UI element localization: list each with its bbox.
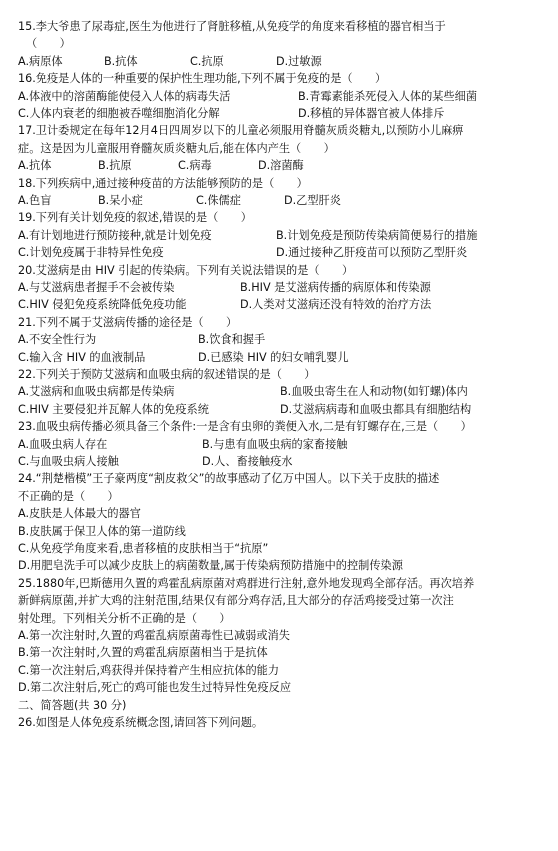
option-row	[18, 436, 546, 453]
option-row	[18, 105, 546, 122]
option-d: D.过敏源	[276, 54, 322, 68]
option-c: C.计划免疫属于非特异性免疫	[18, 246, 164, 260]
option-row	[18, 279, 546, 296]
option-row	[18, 453, 546, 470]
question-16	[18, 70, 546, 122]
option-c: C.抗原	[190, 54, 224, 68]
question-stem: 症。这是因为儿童服用脊髓灰质炎糖丸后,能在体内产生（ ）	[18, 141, 335, 155]
option-b: B.抗原	[98, 159, 132, 173]
option-a: A.有计划地进行预防接种,就是计划免疫	[18, 228, 212, 242]
option-d: D.乙型肝炎	[284, 194, 341, 207]
option-c: C.HIV 侵犯免疫系统降低免疫功能	[18, 298, 187, 312]
option-b: B.计划免疫是预防传染病简便易行的措施	[276, 228, 478, 242]
option-d: D.通过接种乙肝疫苗可以预防乙型肝炎	[276, 246, 468, 260]
option-row	[18, 296, 546, 313]
question-25	[18, 575, 546, 697]
question-23	[18, 418, 546, 470]
question-stem: 16.免疫是人体的一种重要的保护性生理功能,下列不属于免疫的是（ ）	[18, 72, 387, 86]
option-c: C.HIV 主要侵犯并瓦解人体的免疫系统	[18, 402, 209, 416]
question-stem: 20.艾滋病是由 HIV 引起的传染病。下列有关说法错误的是（ ）	[18, 263, 354, 277]
option-a: A.与艾滋病患者握手不会被传染	[18, 280, 175, 294]
option-a: A.第一次注射时,久置的鸡霍乱病原菌毒性已减弱或消失	[18, 628, 290, 642]
option-b: B.皮肤属于保卫人体的第一道防线	[18, 524, 186, 538]
option-row	[18, 349, 546, 366]
option-row	[18, 53, 546, 70]
option-c: C.从免疫学角度来看,患者移植的皮肤相当于“抗原”	[18, 541, 269, 555]
option-row	[18, 227, 546, 244]
option-d: D.移植的异体器官被人体排斥	[298, 107, 445, 120]
option-row	[18, 88, 546, 105]
question-stem: 19.下列有关计划免疫的叙述,错误的是（ ）	[18, 211, 252, 225]
option-b: B.呆小症	[98, 194, 143, 207]
option-b: B.青霉素能杀死侵入人体的某些细菌	[298, 89, 478, 103]
question-20	[18, 262, 546, 314]
option-c: C.人体内衰老的细胞被吞噬细胞消化分解	[18, 107, 220, 120]
option-d: D.第二次注射后,死亡的鸡可能也发生过特异性免疫反应	[18, 681, 292, 695]
option-a: A.病原体	[18, 54, 63, 68]
option-a: A.体液中的溶菌酶能使侵入人体的病毒失活	[18, 89, 231, 103]
question-stem: 24.“荆楚楷模”王子豪两度“割皮救父”的故事感动了亿万中国人。以下关于皮肤的描述	[18, 472, 440, 486]
option-a: A.抗体	[18, 159, 52, 173]
option-row	[18, 401, 546, 418]
option-c: C.输入含 HIV 的血液制品	[18, 350, 146, 364]
question-stem: 新鲜病原菌,并扩大鸡的注射范围,结果仅有部分鸡存活,且大部分的存活鸡接受过第一次注	[18, 594, 454, 608]
option-d: D.溶菌酶	[258, 159, 304, 173]
option-b: B.与患有血吸虫病的家畜接触	[202, 437, 348, 451]
option-a: A.不安全性行为	[18, 333, 97, 347]
option-d: D.人类对艾滋病还没有特效的治疗方法	[240, 298, 432, 312]
question-stem: 15.李大爷患了尿毒症,医生为他进行了肾脏移植,从免疫学的角度来看移植的器官相当于	[18, 20, 446, 33]
option-b: B.第一次注射时,久置的鸡霍乱病原菌相当于是抗体	[18, 646, 268, 660]
option-b: B.HIV 是艾滋病传播的病原体和传染源	[240, 280, 431, 294]
question-stem: 不正确的是（ ）	[18, 489, 119, 503]
option-a: A.艾滋病和血吸虫病都是传染病	[18, 385, 175, 399]
option-b: B.抗体	[104, 54, 138, 68]
exam-page	[18, 18, 546, 731]
option-row	[18, 244, 546, 261]
question-15	[18, 18, 546, 70]
option-a: A.血吸虫病人存在	[18, 437, 108, 451]
question-19	[18, 209, 546, 261]
question-stem: 25.1880年,巴斯德用久置的鸡霍乱病原菌对鸡群进行注射,意外地发现鸡全部存活。再次培养	[18, 576, 475, 590]
option-row	[18, 157, 546, 174]
option-c: C.病毒	[178, 159, 212, 173]
question-stem: 21.下列不属于艾滋病传播的途径是（ ）	[18, 315, 238, 329]
option-row	[18, 192, 546, 209]
question-stem: 18.下列疾病中,通过接种疫苗的方法能够预防的是（ ）	[18, 176, 308, 190]
option-row	[18, 331, 546, 348]
question-17	[18, 122, 546, 174]
question-stem: 17.卫计委规定在每年12月4日四周岁以下的儿童必须服用脊髓灰质炎糖丸,以预防小儿麻痹	[18, 124, 464, 138]
option-a: A.色盲	[18, 194, 52, 207]
question-stem: 22.下列关于预防艾滋病和血吸虫病的叙述错误的是（ ）	[18, 367, 316, 381]
option-row	[18, 383, 546, 400]
option-c: C.第一次注射后,鸡获得并保持着产生相应抗体的能力	[18, 663, 280, 677]
question-22	[18, 366, 546, 418]
option-c: C.与血吸虫病人接触	[18, 454, 119, 468]
question-stem: 23.血吸虫病传播必须具备三个条件:一是含有虫卵的粪便入水,二是有钉螺存在,三是（ ）	[18, 420, 472, 434]
option-a: A.皮肤是人体最大的器官	[18, 507, 141, 521]
question-stem: （ ）	[26, 37, 71, 51]
question-21	[18, 314, 546, 366]
option-b: B.饮食和握手	[198, 333, 266, 347]
question-18	[18, 175, 546, 210]
option-d: D.已感染 HIV 的妇女哺乳婴儿	[198, 350, 349, 364]
question-26: 26.如图是人体免疫系统概念图,请回答下列问题。	[18, 716, 264, 730]
option-d: D.艾滋病病毒和血吸虫都具有细胞结构	[280, 402, 472, 416]
question-24	[18, 470, 546, 574]
option-b: B.血吸虫寄生在人和动物(如钉螺)体内	[280, 385, 468, 399]
option-d: D.人、畜接触疫水	[202, 454, 293, 468]
section-heading: 二、简答题(共 30 分)	[18, 698, 127, 712]
option-d: D.用肥皂洗手可以减少皮肤上的病菌数量,属于传染病预防措施中的控制传染源	[18, 559, 403, 573]
option-c: C.侏儒症	[196, 194, 241, 207]
question-stem: 射处理。下列相关分析不正确的是（ ）	[18, 611, 231, 625]
